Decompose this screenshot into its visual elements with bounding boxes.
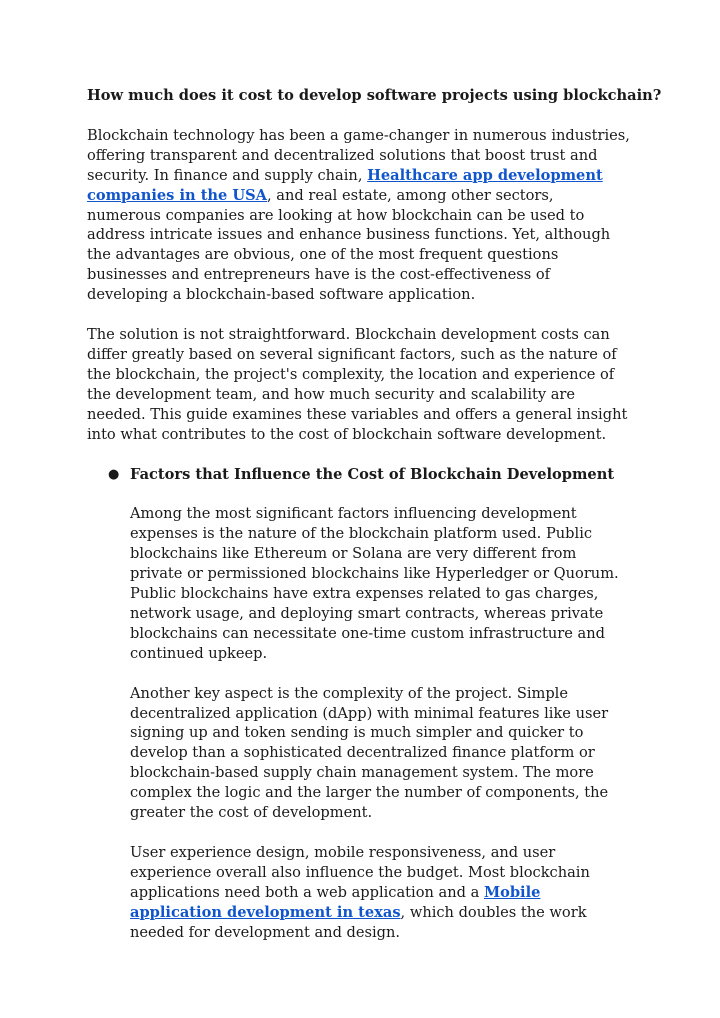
ux-paragraph xyxy=(130,843,632,943)
list-item xyxy=(87,465,632,943)
solution-paragraph: The solution is not straightforward. Blockchain development costs can differ greatly based on several significant factors, such as the nature of the blockchain, the project's complexity, the location and experience of the development team, and how much security and scalability are needed. This guide examines these variables and offers a general insight into what contributes to the cost of blockchain software development. xyxy=(87,326,628,443)
intro-text-end: , and real estate, among other sectors, numerous companies are looking at how blockchain can be used to address intricate issues and enhance business functions. Yet, although the advantages are obvious, one of the most frequent questions businesses and entrepreneurs have is the cost-effectiveness of developing a blockchain-based software application. xyxy=(87,186,611,304)
bullet-icon: ● xyxy=(108,466,120,482)
complexity-paragraph: Another key aspect is the complexity of the project. Simple decentralized application (dApp) with minimal features like user signing up and token sending is much simpler and quicker to develop than a sophisticated decentralized finance platform or blockchain-based supply chain management system. The more complex the logic and the larger the number of components, the greater the cost of development. xyxy=(130,684,609,822)
document-title: How much does it cost to develop software projects using blockchain? xyxy=(87,87,662,104)
ux-text-end: , which doubles the work needed for development and design. xyxy=(130,903,587,941)
intro-text-start: Blockchain technology has been a game-changer in numerous industries, offering transparent and decentralized solutions that boost trust and security. In finance and supply chain, xyxy=(87,126,630,184)
document-body xyxy=(87,86,662,963)
intro-paragraph xyxy=(87,126,632,305)
mobile-app-texas-link[interactable]: Mobile application development in texas xyxy=(130,883,541,921)
factors-list xyxy=(87,465,632,943)
ux-text-start: User experience design, mobile responsiveness, and user experience overall also influence the budget. Most blockchain applications need both a web application and a xyxy=(130,844,590,901)
healthcare-app-link[interactable]: Healthcare app development companies in the USA xyxy=(87,166,603,204)
platform-paragraph: Among the most significant factors influencing development expenses is the nature of the blockchain platform used. Public blockchains like Ethereum or Solana are very different from private or permissioned blockchains like Hyperledger or Quorum. Public blockchains have extra expenses related to gas charges, network usage, and deploying smart contracts, whereas private blockchains can necessitate one-time custom infrastructure and continued upkeep. xyxy=(130,505,619,662)
section-heading: Factors that Influence the Cost of Blockchain Development xyxy=(130,465,615,483)
